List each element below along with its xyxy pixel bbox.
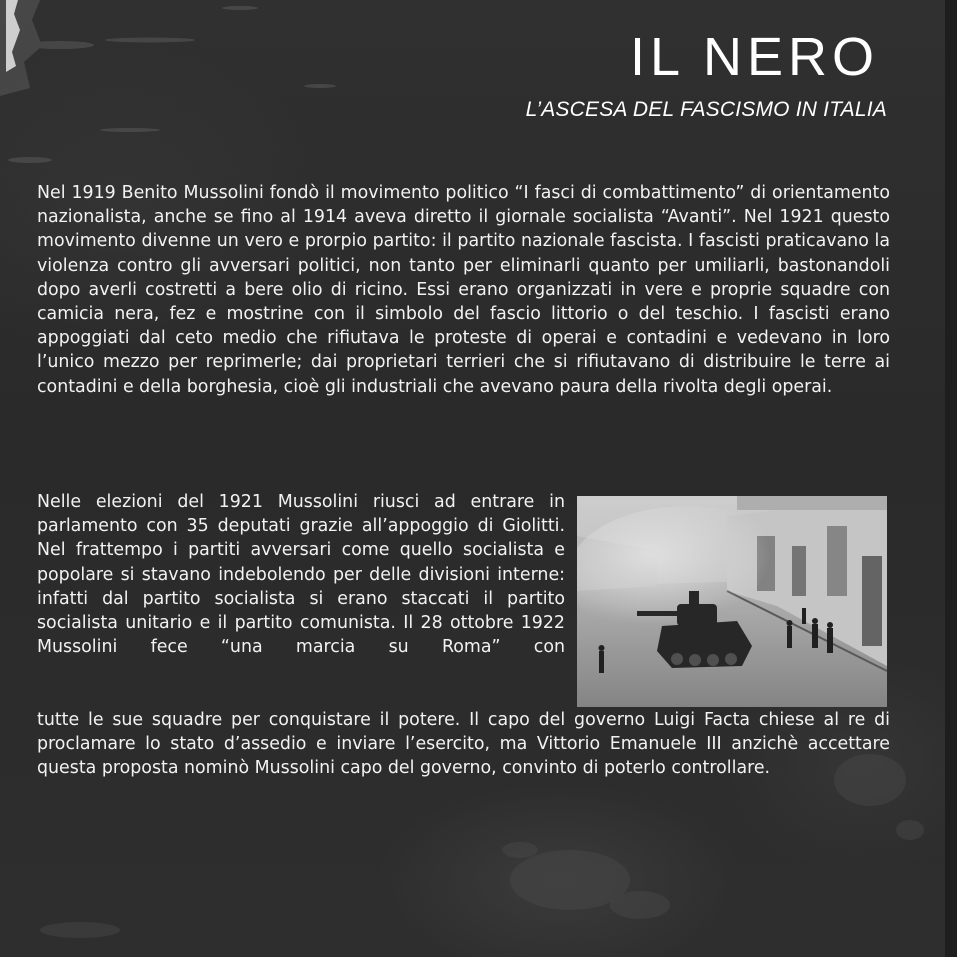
page-subtitle: L’ASCESA DEL FASCISMO IN ITALIA xyxy=(525,98,887,121)
paragraph-2-part-1: Nelle elezioni del 1921 Mussolini riusci ad entrare in parlamento con 35 deputati grazie all’appoggio di Giolitti. Nel frattempo i partiti avversari come quello socialista e popolare si stavano indebolendo per delle divisioni interne: infatti dal partito socialista si erano staccati il partito socialista unitario e il partito comunista. Il 28 ottobre 1922 Mussolini fece “una marcia su Roma” con xyxy=(37,492,565,658)
paragraph-1: Nel 1919 Benito Mussolini fondò il movimento politico “I fasci di combattimento” di orientamento nazionalista, anche se fino al 1914 aveva diretto il giornale socialista “Avanti”. Nel 1921 questo movimento divenne un vero e prorpio partito: il partito nazionale fascista. I fascisti praticavano la violenza contro gli avversari politici, non tanto per eliminarli quanto per umiliarli, bastonandoli dopo averli costretti a bere olio di ricino. Essi erano organizzati in vere e proprie squadre con camicia nera, fez e mostrine con il simbolo del fascio littorio o del teschio. I fascisti erano appoggiati dal ceto medio che rifiutava le proteste di operai e contadini e vedevano in loro l’unico mezzo per reprimerle; dai proprietari terrieri che si rifiutavano di distribuire le terre ai contadini e della borghesia, cioè gli industriali che avevano paura della rivolta degli operai. xyxy=(37,183,890,397)
historical-photo xyxy=(577,496,887,707)
right-edge-strip xyxy=(945,0,957,957)
paragraph-2-part-2: tutte le sue squadre per conquistare il potere. Il capo del governo Luigi Facta chiese al re di proclamare lo stato d’assedio e inviare l’esercito, ma Vittorio Emanuele III anzichè accettare questa proposta nominò Mussolini capo del governo, convinto di poterlo controllare. xyxy=(37,710,890,779)
page-title: IL NERO xyxy=(629,27,879,87)
tank-in-street-photo-icon xyxy=(577,496,887,707)
